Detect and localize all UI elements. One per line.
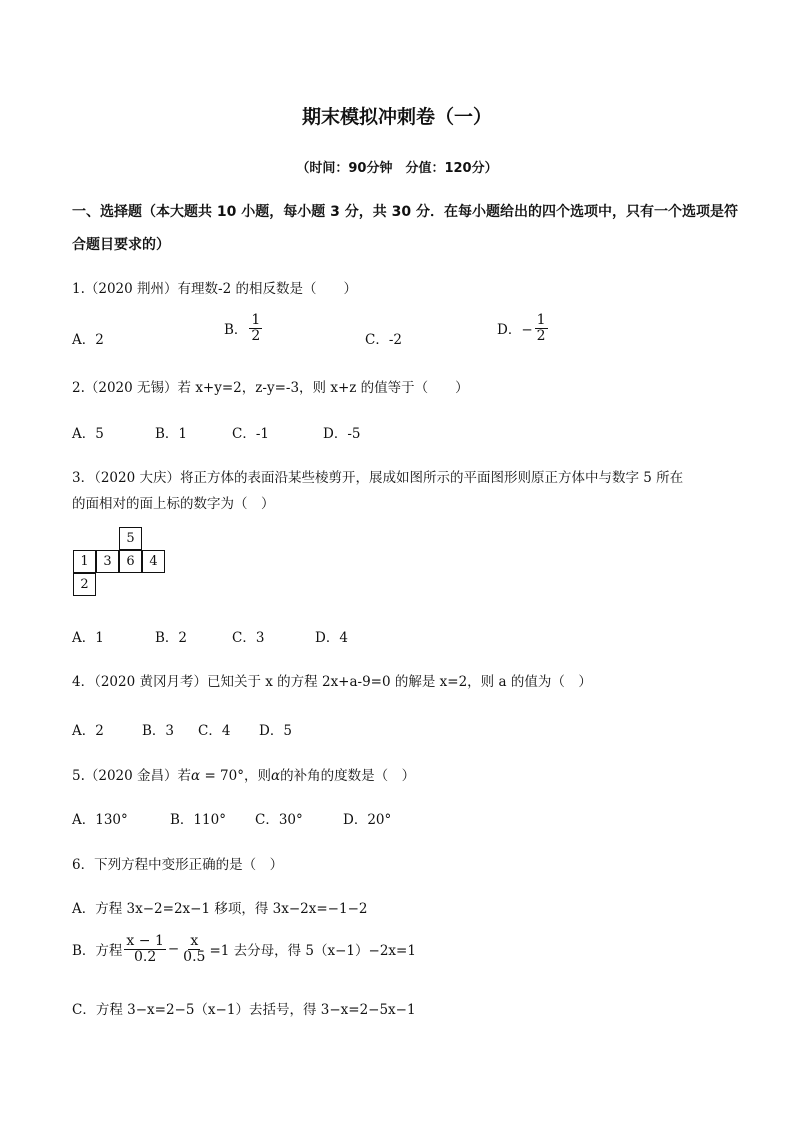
section-heading-cont: 合题目要求的） xyxy=(72,237,170,253)
q6-option-b xyxy=(72,934,416,964)
net-cell: 1 xyxy=(73,550,96,573)
q5-option-a: A．130° xyxy=(72,812,128,828)
q1-option-d-label: D．− xyxy=(497,322,533,339)
q6-option-a: A．方程 3x−2=2x−1 移项，得 3x−2x=−1−2 xyxy=(72,901,368,917)
page-title: 期末模拟冲刺卷（一） xyxy=(301,106,492,128)
q1-option-b-fraction xyxy=(249,313,262,343)
fraction-numerator: x xyxy=(190,933,199,949)
net-cell: 2 xyxy=(73,573,96,596)
q2-option-d: D．-5 xyxy=(323,426,361,442)
fraction-numerator: x − 1 xyxy=(126,933,164,949)
net-cell: 5 xyxy=(119,527,142,550)
q5-stem-end: 的补角的度数是（ ） xyxy=(280,768,416,784)
q1-option-a: A．2 xyxy=(72,332,104,348)
q4-option-d: D．5 xyxy=(259,723,292,739)
q4-option-b: B．3 xyxy=(142,723,175,739)
q5-option-d: D．20° xyxy=(343,812,392,828)
question-6: 6．下列方程中变形正确的是（ ） xyxy=(72,857,284,873)
fraction-numerator: 1 xyxy=(536,312,546,328)
q4-option-c: C．4 xyxy=(198,723,231,739)
question-3: 3．（2020 大庆）将正方体的表面沿某些棱剪开，展成如图所示的平面图形则原正方体中与数字 5 所在 xyxy=(72,470,684,486)
alpha-symbol: α xyxy=(270,768,281,784)
question-5 xyxy=(72,764,415,784)
q5-option-b: B．110° xyxy=(170,812,226,828)
q1-option-b xyxy=(224,313,264,343)
q1-option-d-fraction xyxy=(535,313,548,343)
fraction-denominator: 0.2 xyxy=(134,948,157,965)
q3-option-d: D．4 xyxy=(315,630,348,646)
q5-stem-start: 5.（2020 金昌）若 xyxy=(72,768,192,784)
net-cell: 3 xyxy=(96,550,119,573)
fraction-denominator: 2 xyxy=(251,327,261,344)
q6-fraction-2 xyxy=(181,934,207,964)
q1-option-c: C．-2 xyxy=(365,332,402,348)
minus-sign: − xyxy=(167,941,180,958)
q1-option-d xyxy=(497,313,550,343)
q3-option-c: C．3 xyxy=(232,630,265,646)
q5-stem-mid: = 70°，则 xyxy=(200,768,271,784)
q2-option-a: A．5 xyxy=(72,426,104,442)
q3-option-b: B．2 xyxy=(155,630,188,646)
q2-option-b: B．1 xyxy=(155,426,188,442)
section-heading: 一、选择题（本大题共 10 小题，每小题 3 分，共 30 分．在每小题给出的四个选项中，只有一个选项是符 xyxy=(72,204,738,220)
fraction-denominator: 0.5 xyxy=(183,948,206,965)
q1-option-b-label: B． xyxy=(224,322,248,339)
net-cell: 6 xyxy=(119,550,142,573)
q6-fraction-1 xyxy=(124,934,165,964)
exam-info: （时间：90分钟 分值：120分） xyxy=(296,161,498,176)
fraction-numerator: 1 xyxy=(251,312,261,328)
net-cell: 4 xyxy=(142,550,165,573)
fraction-denominator: 2 xyxy=(536,327,546,344)
q6-option-b-label: B．方程 xyxy=(72,943,123,960)
q6-option-c: C．方程 3−x=2−5（x−1）去括号，得 3−x=2−5x−1 xyxy=(72,1002,416,1018)
question-4: 4．（2020 黄冈月考）已知关于 x 的方程 2x+a-9=0 的解是 x=2，则 a 的值为（ ） xyxy=(72,674,592,690)
q5-option-c: C．30° xyxy=(255,812,303,828)
q3-option-a: A．1 xyxy=(72,630,104,646)
q4-option-a: A．2 xyxy=(72,723,104,739)
question-1: 1.（2020 荆州）有理数-2 的相反数是（ ） xyxy=(72,281,357,297)
alpha-symbol: α xyxy=(191,768,201,784)
question-2: 2.（2020 无锡）若 x+y=2，z-y=-3，则 x+z 的值等于（ ） xyxy=(72,380,469,396)
q2-option-c: C．-1 xyxy=(232,426,269,442)
question-3-cont: 的面相对的面上标的数字为（ ） xyxy=(72,496,275,512)
q6-option-b-text: =1 去分母，得 5（x−1）−2x=1 xyxy=(209,943,416,960)
